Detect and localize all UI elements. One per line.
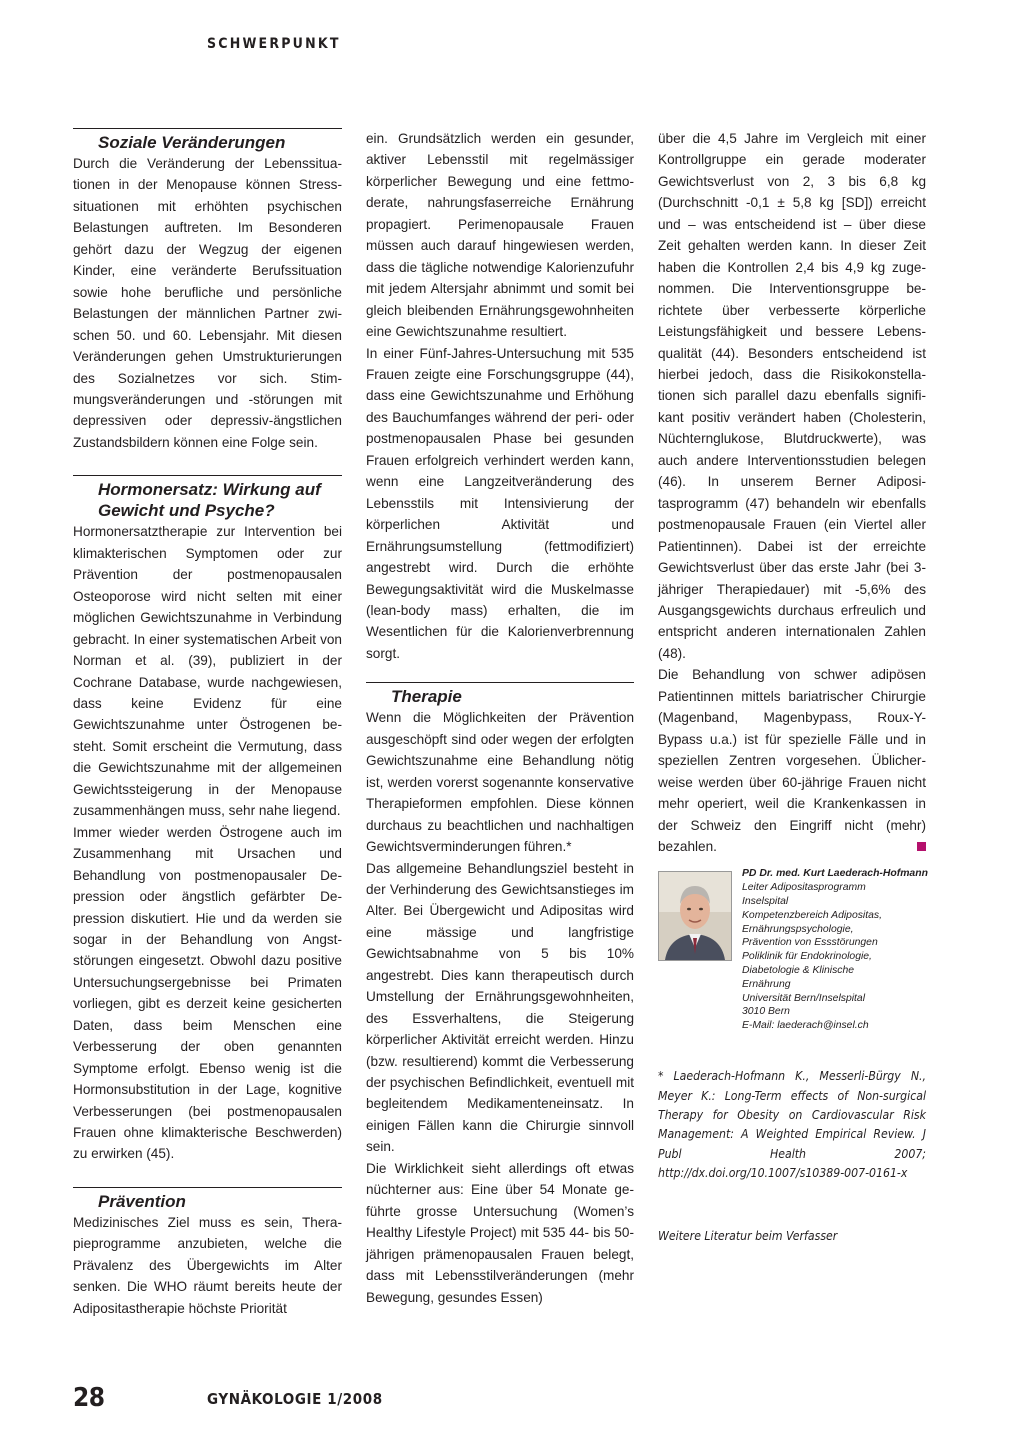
paragraph-hormonersatz-1: Hormonersatztherapie zur Intervention bei klimakterischen Symptomen oder zur Prävention der postmenopausalen Osteoporose wird nicht selten mit einer möglichen Gewichtszunahme in Verbindung gebracht. In einer systematischen Arbeit von Norman et al. (39), publiziert in der Cochrane Database, wurde nachgewiesen, dass keine Evidenz für eine Gewichtszunahme unter Östrogenen besteht. Somit erscheint die Vermutung, dass die Gewichtszunahme mit der allgemeinen Gewichtssteigerung in der Menopause zusammenhängen muss, sehr nahe liegend. xyxy=(73,524,342,819)
paragraph-hormonersatz-2: Immer wieder werden Östrogene auch im Zusammenhang mit Ursachen und Behandlung von postmenopausaler Depression oder ängstlich gefärbter Depression diskutiert. Hie und da werden sie sogar in der Behandlung von Angststörungen eingesetzt. Obwohl dazu positive Untersuchungsergebnisse bei Primaten vorliegen, gibt es derzeit keine gesicherten Daten, dass beim Menschen eine Verbesserung der oben genannten Symptome erfolgt. Ebenso wenig ist die Hormonsubstitution in der Lage, kognitive Verbesserungen (bei postmenopausalen Frauen ohne klimakterische Beschwerden) zu erwirken (45). xyxy=(73,824,342,1162)
end-mark-square xyxy=(917,842,926,851)
column-3 xyxy=(658,128,926,1243)
author-line: Kompetenzbereich Adipositas, xyxy=(742,909,882,921)
footnote: * Laederach-Hofmann K., Messerli-Bürgy N., Meyer K.: Long-Term effects of Non-surgical Therapy for Obesity on Cardiovascular Risk Management: A Weighted Empirical Review. J Publ Health 2007; http://dx.doi.org/10.1007/s10389-007-0161-x xyxy=(658,1069,926,1180)
author-line: Inselspital xyxy=(742,896,789,907)
author-name: PD Dr. med. Kurt Laederach-Hofmann xyxy=(742,868,928,880)
author-info xyxy=(742,867,928,1033)
paragraph-therapie-3: Die Wirklichkeit sieht allerdings oft etwas nüchterner aus: Eine über 54 Monate geführte grosse Untersuchung (Women’s Healthy Lifestyle Project) mit 535 44- bis 50-jährigen prämenopausalen Frauen belegt, dass mit Lebensstilveränderungen (mehr Bewegung, gesundes Essen) xyxy=(366,1160,634,1305)
author-line: Prävention von Essstörungen xyxy=(742,937,878,949)
paragraph-therapie-2: Das allgemeine Behandlungsziel besteht in der Verhinderung des Gewichtsanstieges im Alter. Bei Übergewicht und Adipositas wird eine mässige und langfristige Gewichtsabnahme von 5 bis 10% angestrebt. Dies kann therapeutisch durch Umstellung der Ernährungsgewohnheiten, des Essverhaltens, die Steigerung körperlicher Aktivität erreicht werden. Hinzu (bzw. resultierend) kommt die Verbesserung der psychischen Befindlichkeit, eventuell mit begleitendem Medikamenteneinsatz. In einigen Fällen kann die Chirurgie sinnvoll sein. xyxy=(366,860,634,1155)
journal-title: GYNÄKOLOGIE 1/2008 xyxy=(207,1390,383,1408)
author-email: E-Mail: laederach@insel.ch xyxy=(742,1020,869,1032)
section-rule xyxy=(73,475,342,476)
section-heading-therapie: Therapie xyxy=(391,687,462,707)
column-2 xyxy=(366,128,634,1308)
author-line: Ernährungspsychologie, xyxy=(742,923,854,935)
author-line: Universität Bern/Inselspital xyxy=(742,992,866,1004)
running-head: SCHWERPUNKT xyxy=(207,36,341,52)
paragraph-therapie-1: Wenn die Möglichkeiten der Prävention ausgeschöpft sind oder wegen der erfolgten Gewichtszunahme eine Behandlung nötig ist, werden vorerst sogenannte konservative Therapieformen empfohlen. Diese können durchaus zu beachtlichen und nachhaltigen Gewichtsverminderungen führen.* xyxy=(366,710,634,855)
author-photo xyxy=(658,871,732,961)
section-heading-hormonersatz: Hormonersatz: Wirkung auf Gewicht und Psyche? xyxy=(98,480,321,521)
paragraph-praevention: Medizinisches Ziel muss es sein, Therapieprogramme anzubieten, welche die Prävalenz des Übergewichts im Alter senken. Die WHO räumt bereits heute der Adipositastherapie höchste Priorität xyxy=(73,1214,342,1316)
section-rule xyxy=(73,1187,342,1188)
author-line: Diabetologie & Klinische xyxy=(742,964,855,976)
paragraph-col2-1: ein. Grundsätzlich werden ein gesunder, aktiver Lebensstil mit regelmässiger körperlicher Bewegung und eine fettmoderate, nahrungsfaserreiche Ernährung propagiert. Perimenopausale Frauen müssen auch darauf hingewiesen werden, dass die tägliche notwendige Kalorienzufuhr mit jedem Altersjahr abnimmt und somit bei gleich bleibenden Ernährungsgewohnheiten eine Gewichtszunahme resultiert. xyxy=(366,131,634,340)
author-line: Ernährung xyxy=(742,978,791,990)
column-1 xyxy=(73,128,342,1319)
section-rule xyxy=(73,128,342,129)
paragraph-soziale: Durch die Veränderung der Lebenssituationen in der Menopause können Stresssituationen mit erhöhten psychischen Belastungen auftreten. Im Besonderen gehört dazu der Wegzug der eigenen Kinder, eine veränderte Berufssituation sowie hohe berufliche und persönliche Belastungen der männlichen Partner zwischen 50. und 60. Lebensjahr. Mit diesen Veränderungen gehen Umstrukturierungen des Sozialnetzes vor sich. Stimmungsveränderungen und -störungen mit depressiven oder depressiv-ängstlichen Zustandsbildern können eine Folge sein. xyxy=(73,156,342,450)
author-box xyxy=(658,867,926,1067)
paragraph-col3-2 xyxy=(658,664,926,857)
section-rule xyxy=(366,682,634,683)
page-number: 28 xyxy=(73,1383,105,1413)
author-line: Leiter Adipositasprogramm xyxy=(742,882,866,894)
paragraph-col3-1: über die 4,5 Jahre im Vergleich mit einer Kontrollgruppe ein gerade moderater Gewichtsverlust von 2, 3 bis 6,8 kg (Durchschnitt -0,1 ± 5,8 kg [SD]) erreicht und – was entscheidend ist – über diese Zeit gehalten werden kann. In dieser Zeit haben die Kontrollen 2,4 bis 4,9 kg zugenommen. Die Interventionsgruppe berichtete über verbesserte körperliche Leistungsfähigkeit und bessere Lebensqualität (44). Besonders entscheidend ist hierbei jedoch, dass die Risikokonstellationen sich parallel dazu ebenfalls signifikant positiv verändert haben (Cholesterin, Nüchternglukose, Blutdruckwerte), was auch andere Interventionsstudien belegen (46). In unserem Berner Adipositasprogramm (47) behandeln wir ebenfalls postmenopausale Frauen (ein Viertel aller Patientinnen). Dabei ist der erreichte Gewichtsverlust über das erste Jahr (bei 3-jähriger Therapiedauer) mit -5,6% des Ausgangsgewichts durchaus erfreulich und entspricht anderen internationalen Zahlen (48). xyxy=(658,131,926,661)
author-line: Poliklinik für Endokrinologie, xyxy=(742,951,872,963)
author-portrait-image xyxy=(659,872,731,960)
paragraph-col3-2-text: Die Behandlung von schwer adipösen Patientinnen mittels bariatrischer Chirurgie (Magenband, Magenbypass, Roux-Y-Bypass u.a.) ist für spezielle Fälle und in speziellen Zentren vorgesehen. Üblicherweise werden über 60-jährige Frauen nicht mehr operiert, weil die Krankenkassen in der Schweiz den Eingriff nicht (mehr) bezahlen. xyxy=(658,667,926,854)
further-reading-note: Weitere Literatur beim Verfasser xyxy=(658,1229,838,1244)
paragraph-col2-2: In einer Fünf-Jahres-Untersuchung mit 535 Frauen zeigte eine Forschungsgruppe (44), dass eine Gewichtszunahme und Erhöhung des Bauchumfanges während der peri- oder postmenopausalen Phase bei gesunden Frauen erfolgreich verhindert werden kann, wenn eine Langzeitveränderung des Lebensstils mit Intensivierung der körperlichen Aktivität und Ernährungsumstellung (fettmodifiziert) angestrebt wird. Durch die erhöhte Bewegungsaktivität wird die Muskelmasse (lean-body mass) erhalten, die im Wesentlichen für die Kalorienverbrennung sorgt. xyxy=(366,345,634,661)
section-heading-praevention: Prävention xyxy=(98,1191,186,1211)
author-line: 3010 Bern xyxy=(742,1006,790,1018)
section-heading-soziale: Soziale Veränderungen xyxy=(98,133,286,152)
